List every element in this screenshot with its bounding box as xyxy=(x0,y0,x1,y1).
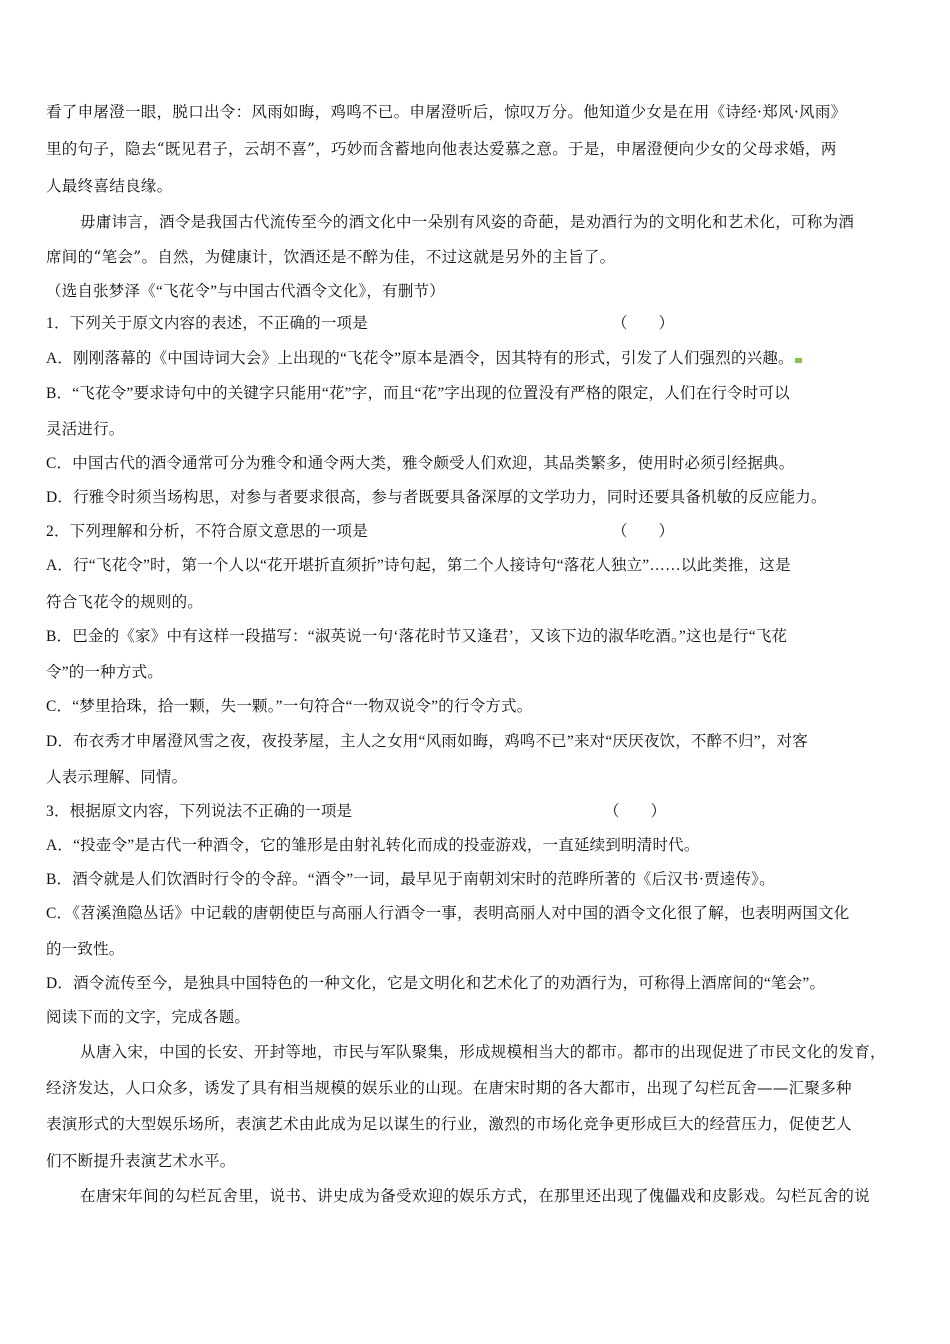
highlight-mark xyxy=(795,358,802,363)
question-3-answer-blank: （ ） xyxy=(604,803,667,820)
question-1-option-d: D．行雅令时须当场构思，对参与者要求很高，参与者既要具备深厚的文学功力，同时还要具备机敏的反应能力。 xyxy=(46,489,827,506)
source-citation: （选自张梦泽《“飞花令”与中国古代酒令文化》，有删节） xyxy=(46,283,445,300)
question-3-option-d: D．酒令流传至今，是独具中国特色的一种文化，它是文明化和艺术化了的劝酒行为，可称得上酒席间的“笔会”。 xyxy=(46,975,826,992)
question-1-answer-blank: （ ） xyxy=(612,315,675,332)
question-2-option-a-cont: 符合飞花令的规则的。 xyxy=(46,594,204,611)
question-2-stem: 2．下列理解和分析，不符合原文意思的一项是 xyxy=(46,523,368,540)
question-1-stem: 1．下列关于原文内容的表述，不正确的一项是 xyxy=(46,315,368,332)
question-2-option-d: D．布衣秀才申屠澄风雪之夜，夜投茅屋，主人之女用“风雨如晦，鸡鸣不已”来对“厌厌夜饮，不醉不归”，对客 xyxy=(46,733,808,750)
question-1-option-c: C．中国古代的酒令通常可分为雅令和通令两大类，雅令颇受人们欢迎，其品类繁多，使用时必须引经据典。 xyxy=(46,455,795,472)
reading-instruction: 阅读下而的文字，完成各题。 xyxy=(46,1009,251,1026)
option-text: A．刚刚落幕的《中国诗词大会》上出现的“飞花令”原本是酒令，因其特有的形式，引发了人们强烈的兴趣。 xyxy=(46,350,794,367)
question-2-option-c: C．“梦里拾珠，拾一颗，失一颗。”一句符合“一物双说令”的行令方式。 xyxy=(46,698,533,715)
passage2-paragraph-line: 从唐入宋，中国的长安、开封等地，市民与军队聚集，形成规模相当大的都市。都市的出现促进了市民文化的发育， xyxy=(80,1043,886,1061)
question-1-option-b-cont: 灵活进行。 xyxy=(46,421,125,438)
question-2-option-a: A．行“飞花令”时，第一个人以“花开堪折直须折”诗句起，第二个人接诗句“落花人独立”……以此类推，这是 xyxy=(46,557,791,574)
question-1-option-a xyxy=(46,349,802,369)
passage1-line: 人最终喜结良缘。 xyxy=(46,177,173,195)
question-3-option-c-cont: 的一致性。 xyxy=(46,941,125,958)
question-2-option-b: B．巴金的《家》中有这样一段描写：“淑英说一句‘落花时节又逢君’，又该下边的淑华吃酒。”这也是行“飞花 xyxy=(46,628,788,645)
question-3-option-c: C．《苕溪渔隐丛话》中记载的唐朝使臣与高丽人行酒令一事，表明高丽人对中国的酒令文化很了解，也表明两国文化 xyxy=(46,905,850,922)
passage2-paragraph-line: 们不断提升表演艺术水平。 xyxy=(46,1152,236,1170)
passage1-paragraph-line: 毋庸讳言，酒令是我国古代流传至今的酒文化中一朵别有风姿的奇葩，是劝酒行为的文明化和艺术化，可称为酒 xyxy=(80,213,855,231)
question-3-stem: 3．根据原文内容，下列说法不正确的一项是 xyxy=(46,803,353,820)
passage1-line: 里的句子，隐去“既见君子，云胡不喜”，巧妙而含蓄地向他表达爱慕之意。于是，申屠澄便向少女的父母求婚，两 xyxy=(46,140,837,158)
passage2-paragraph-line: 在唐宋年间的勾栏瓦舍里，说书、讲史成为备受欢迎的娱乐方式，在那里还出现了傀儡戏和皮影戏。勾栏瓦舍的说 xyxy=(80,1187,871,1205)
passage2-paragraph-line: 表演形式的大型娱乐场所，表演艺术由此成为足以谋生的行业，激烈的市场化竞争更形成巨大的经营压力，促使艺人 xyxy=(46,1115,852,1133)
question-3-option-b: B．酒令就是人们饮酒时行令的令辞。“酒令”一词，最早见于南朝刘宋时的范晔所著的《后汉书·贾逵传》。 xyxy=(46,871,775,888)
passage1-paragraph-line: 席间的“笔会”。自然，为健康计，饮酒还是不醉为佳，不过这就是另外的主旨了。 xyxy=(46,248,616,266)
question-2-option-b-cont: 令”的一种方式。 xyxy=(46,664,163,681)
question-2-option-d-cont: 人表示理解、同情。 xyxy=(46,769,188,786)
question-1-option-b: B．“飞花令”要求诗句中的关键字只能用“花”字，而且“花”字出现的位置没有严格的限定，人们在行令时可以 xyxy=(46,385,790,402)
question-2-answer-blank: （ ） xyxy=(612,523,675,540)
passage1-line: 看了申屠澄一眼，脱口出令：风雨如晦，鸡鸣不已。申屠澄听后，惊叹万分。他知道少女是在用《诗经·郑风·风雨》 xyxy=(46,103,847,121)
passage2-paragraph-line: 经济发达，人口众多，诱发了具有相当规模的娱乐业的山现。在唐宋时期的各大都市，出现了勾栏瓦舍——汇聚多种 xyxy=(46,1079,852,1097)
question-3-option-a: A．“投壶令”是古代一种酒令，它的雏形是由射礼转化而成的投壶游戏，一直延续到明清时代。 xyxy=(46,837,700,854)
